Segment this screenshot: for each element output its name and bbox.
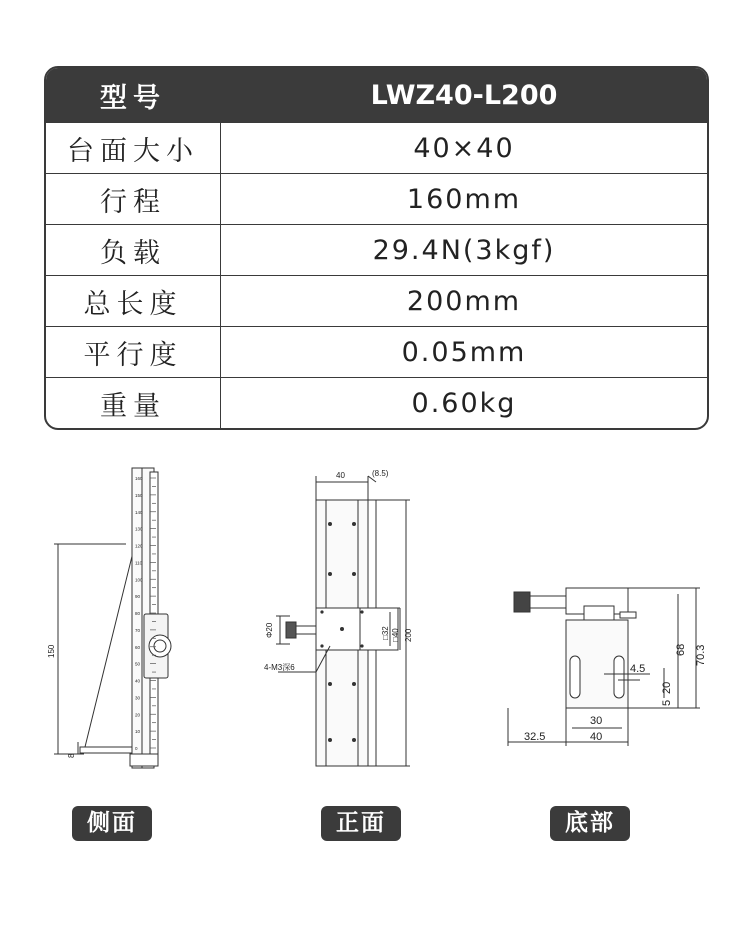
spec-value: 200mm bbox=[221, 276, 708, 327]
front-view-drawing bbox=[250, 462, 430, 777]
dim-label: 150 bbox=[47, 644, 56, 658]
scale-label: 140 bbox=[135, 509, 143, 515]
scale-label: 20 bbox=[135, 712, 141, 718]
spec-key: 总长度 bbox=[46, 276, 221, 327]
spec-row bbox=[46, 327, 707, 378]
spec-header-row bbox=[46, 68, 707, 123]
scale-label: 0 bbox=[135, 746, 138, 751]
scale-label: 10 bbox=[135, 729, 141, 735]
spec-row bbox=[46, 174, 707, 225]
spec-table bbox=[44, 66, 709, 430]
scale-label: 120 bbox=[135, 543, 143, 549]
dim-label: 4.5 bbox=[630, 663, 646, 675]
spec-key: 重量 bbox=[46, 378, 221, 428]
spec-key: 台面大小 bbox=[46, 123, 221, 174]
dim-label: 40 bbox=[590, 731, 603, 743]
spec-header-key: 型号 bbox=[46, 68, 221, 123]
scale-label: 160 bbox=[135, 476, 143, 481]
scale-label: 130 bbox=[135, 526, 143, 532]
dim-label: 68 bbox=[675, 643, 687, 656]
dim-label: □32 bbox=[381, 626, 390, 640]
front-view-label: 正面 bbox=[321, 806, 401, 841]
dim-label: (8.5) bbox=[372, 469, 389, 478]
scale-label: 50 bbox=[135, 661, 141, 667]
dim-label: Φ20 bbox=[265, 622, 274, 638]
spec-key: 负载 bbox=[46, 225, 221, 276]
spec-row bbox=[46, 225, 707, 276]
scale-label: 100 bbox=[135, 577, 143, 583]
bottom-view-label: 底部 bbox=[550, 806, 630, 841]
bottom-view-drawing bbox=[500, 580, 720, 750]
dim-label: 200 bbox=[404, 628, 413, 642]
spec-header-value: LWZ40-L200 bbox=[221, 68, 708, 123]
spec-row bbox=[46, 378, 707, 428]
dim-label: □40 bbox=[391, 628, 400, 642]
scale-label: 40 bbox=[135, 678, 141, 684]
dim-label: 5 bbox=[661, 699, 673, 706]
dim-label: 30 bbox=[590, 715, 603, 727]
scale-label: 90 bbox=[135, 594, 141, 600]
scale-label: 60 bbox=[135, 644, 141, 650]
dim-label: 8 bbox=[67, 753, 76, 758]
spec-key: 行程 bbox=[46, 174, 221, 225]
scale-label: 150 bbox=[135, 492, 143, 498]
spec-value: 40×40 bbox=[221, 123, 708, 174]
spec-key: 平行度 bbox=[46, 327, 221, 378]
hole-note: 4-M3深6 bbox=[264, 663, 295, 672]
spec-value: 0.05mm bbox=[221, 327, 708, 378]
spec-value: 0.60kg bbox=[411, 387, 517, 419]
scale-label: 80 bbox=[135, 611, 141, 616]
scale-label: 70 bbox=[135, 627, 141, 633]
spec-value: 29.4N(3kgf) bbox=[221, 225, 708, 276]
dim-label: 40 bbox=[336, 471, 345, 480]
spec-value: 160mm bbox=[221, 174, 708, 225]
spec-row bbox=[46, 123, 707, 174]
scale-label: 30 bbox=[135, 695, 141, 701]
dim-label: 32.5 bbox=[524, 731, 546, 743]
side-view-label: 侧面 bbox=[72, 806, 152, 841]
spec-row bbox=[46, 276, 707, 327]
scale-label: 110 bbox=[135, 560, 143, 566]
dim-label: 20 bbox=[661, 681, 673, 694]
side-view-drawing bbox=[40, 462, 180, 777]
dim-label: 70.3 bbox=[695, 644, 707, 666]
